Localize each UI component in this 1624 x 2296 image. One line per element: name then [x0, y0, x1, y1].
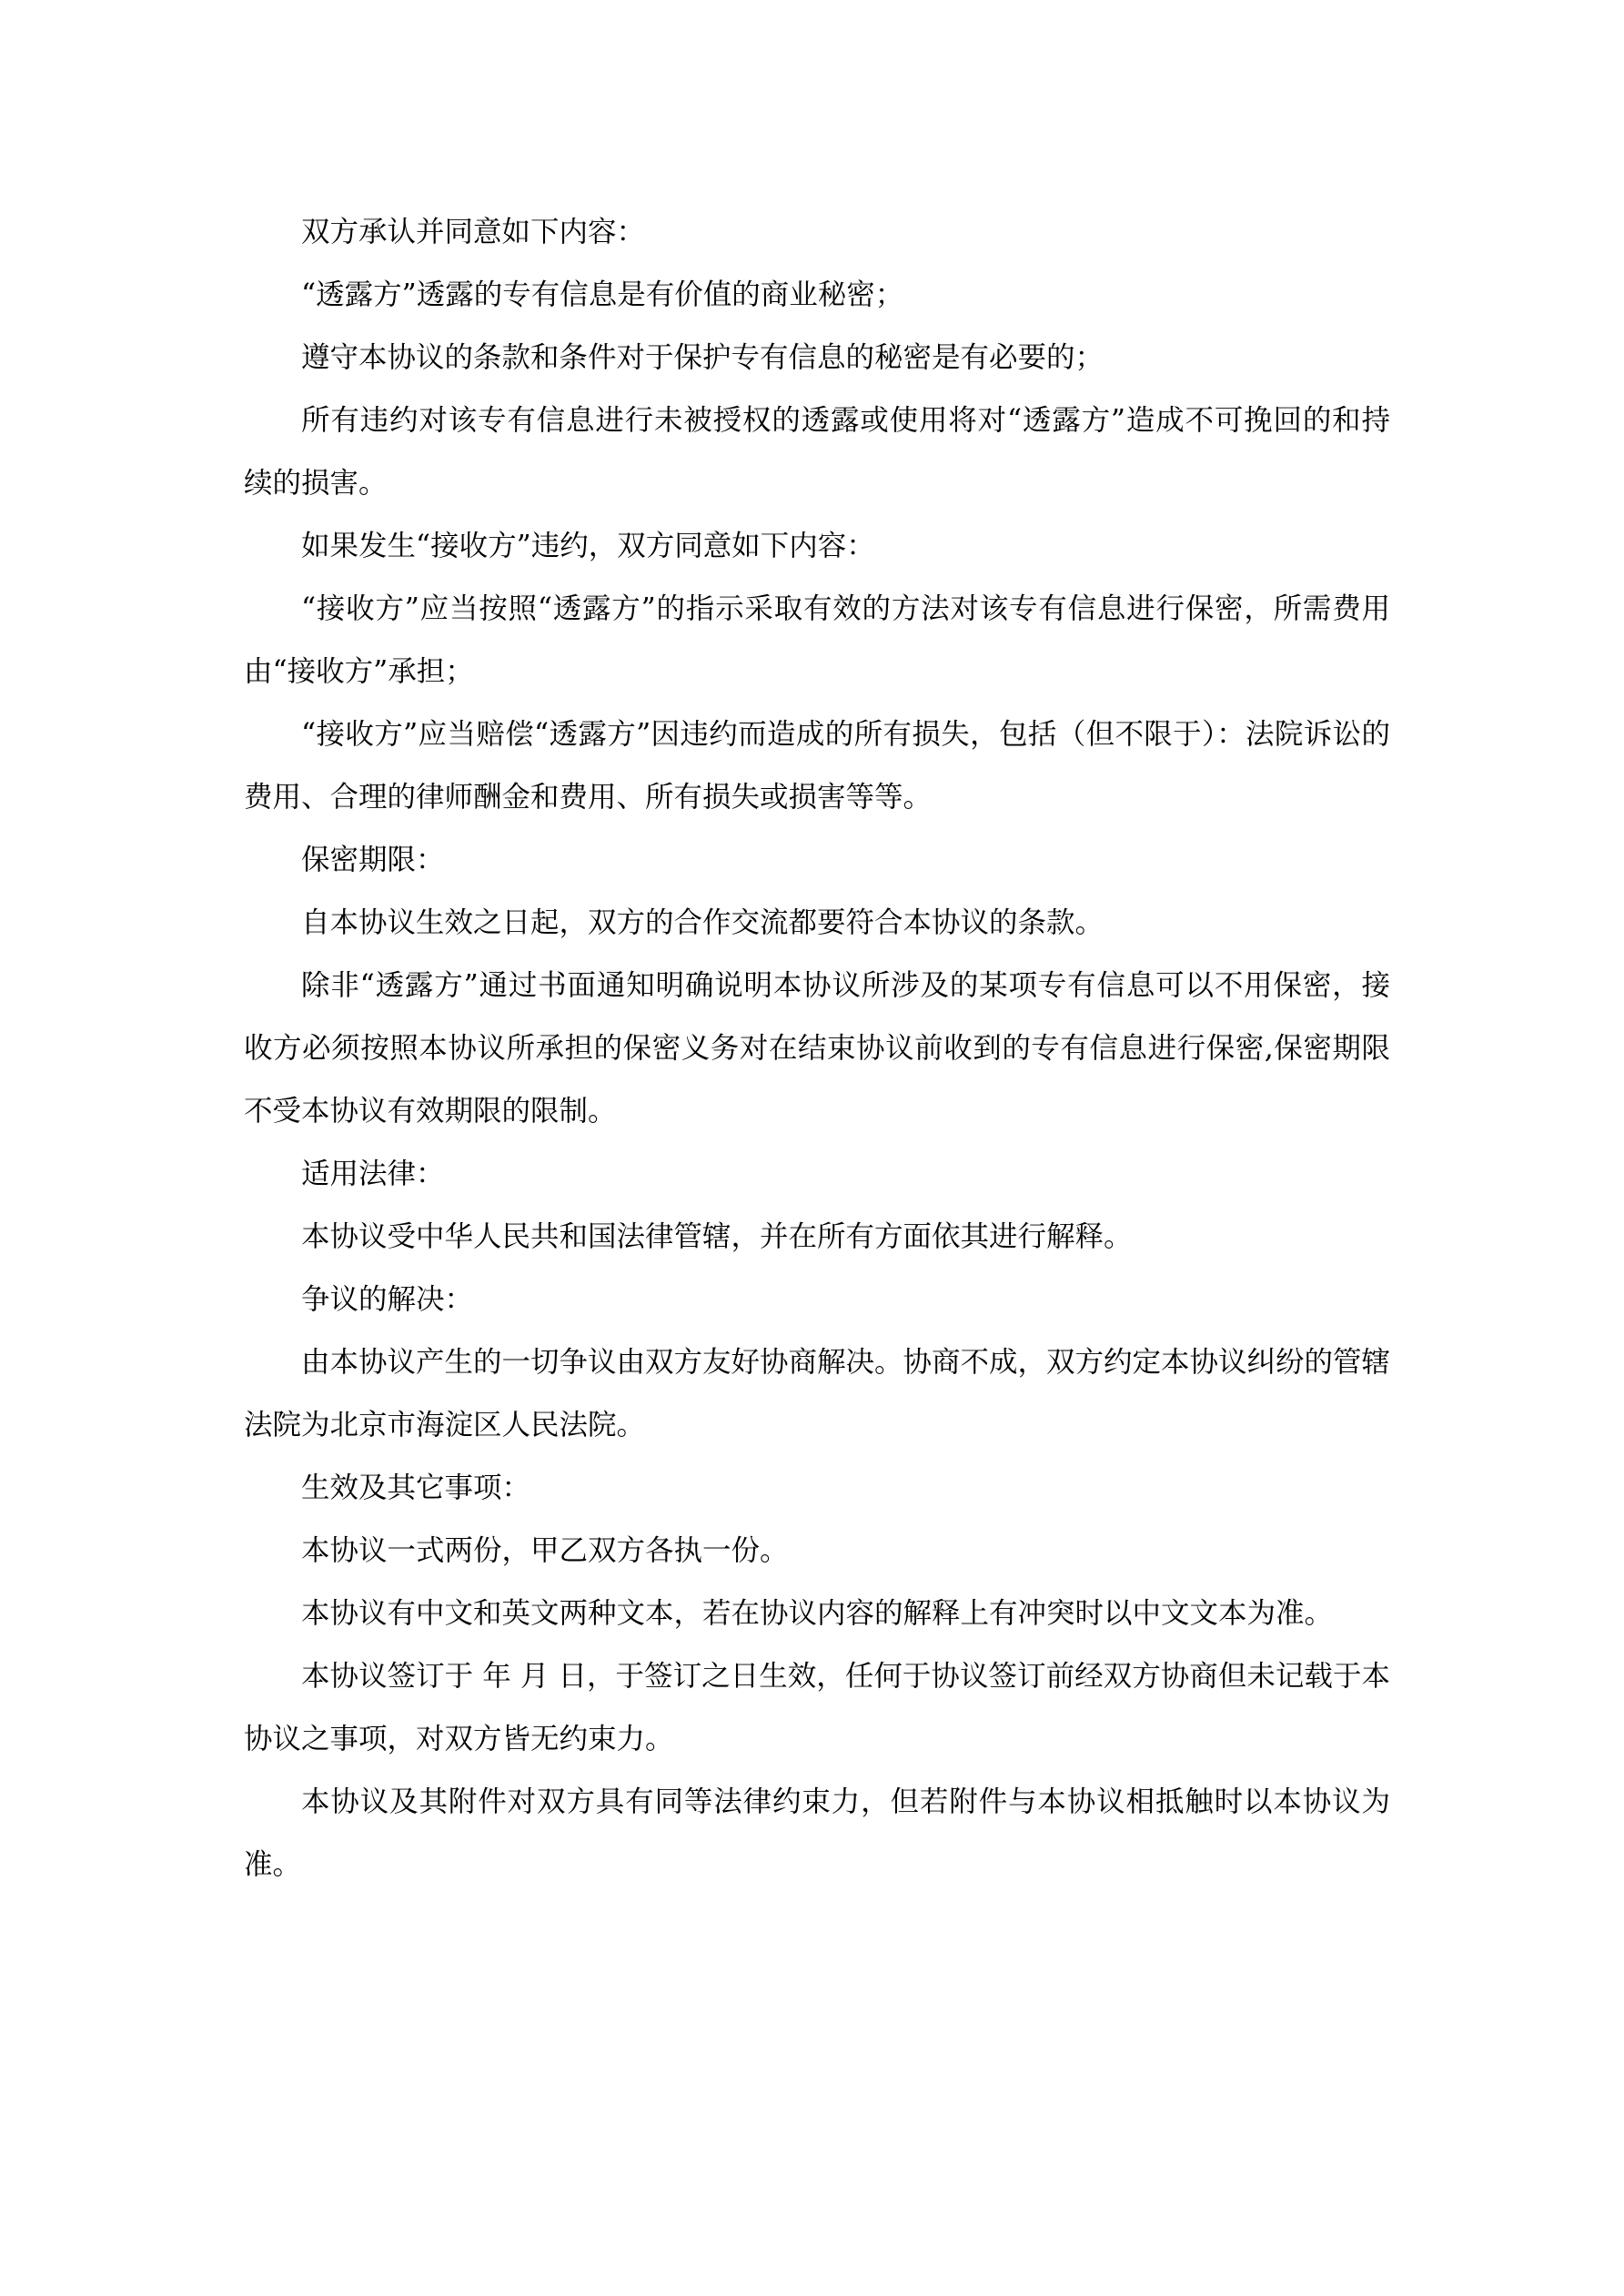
paragraph: “透露方”透露的专有信息是有价值的商业秘密；	[301, 278, 904, 311]
paragraph: 适用法律：	[301, 1158, 445, 1190]
paragraph: 由本协议产生的一切争议由双方友好协商解决。协商不成，双方约定本协议纠纷的管辖法院为北京市海淀区人民法院。	[244, 1346, 1391, 1441]
paragraph: 争议的解决：	[301, 1283, 474, 1316]
paragraph: 遵守本协议的条款和条件对于保护专有信息的秘密是有必要的；	[301, 341, 1105, 374]
paragraph: 所有违约对该专有信息进行未被授权的透露或使用将对“透露方”造成不可挽回的和持续的损害。	[244, 404, 1390, 500]
paragraph: 如果发生“接收方”违约，双方同意如下内容：	[301, 530, 875, 562]
paragraph: “接收方”应当按照“透露方”的指示采取有效的方法对该专有信息进行保密，所需费用由“接收方”承担；	[244, 592, 1390, 688]
paragraph: 本协议签订于 年 月 日，于签订之日生效，任何于协议签订前经双方协商但未记载于本协议之事项，对双方皆无约束力。	[244, 1660, 1390, 1755]
paragraph: 本协议一式两份，甲乙双方各执一份。	[301, 1534, 789, 1567]
paragraph: 保密期限：	[301, 844, 445, 876]
paragraph: “接收方”应当赔偿“透露方”因违约而造成的所有损失，包括（但不限于）：法院诉讼的费用、合理的律师酬金和费用、所有损失或损害等等。	[244, 718, 1390, 814]
paragraph: 自本协议生效之日起，双方的合作交流都要符合本协议的条款。	[301, 906, 1105, 939]
paragraph: 生效及其它事项：	[301, 1472, 531, 1504]
document-body	[244, 201, 1390, 1896]
paragraph: 本协议受中华人民共和国法律管辖，并在所有方面依其进行解释。	[301, 1220, 1133, 1253]
paragraph: 除非“透露方”通过书面通知明确说明本协议所涉及的某项专有信息可以不用保密，接收方必须按照本协议所承担的保密义务对在结束协议前收到的专有信息进行保密,保密期限不受本协议有效期限的限制。	[244, 969, 1390, 1128]
paragraph: 本协议及其附件对双方具有同等法律约束力，但若附件与本协议相抵触时以本协议为准。	[244, 1785, 1390, 1881]
paragraph: 本协议有中文和英文两种文本，若在协议内容的解释上有冲突时以中文文本为准。	[301, 1597, 1334, 1630]
paragraph: 双方承认并同意如下内容：	[301, 216, 646, 248]
